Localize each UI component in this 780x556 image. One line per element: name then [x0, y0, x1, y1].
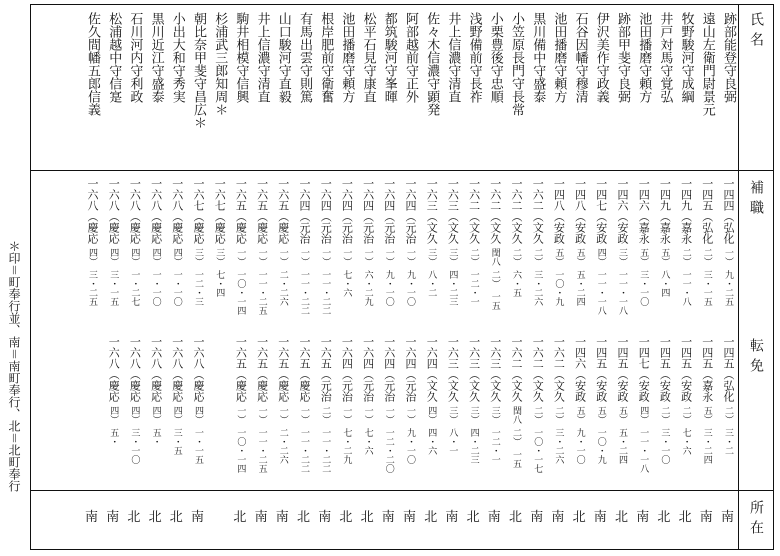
appointment-date: 一二・三 — [193, 270, 203, 306]
transfer-date: 二・二六 — [277, 428, 288, 464]
appointment-date: 四） — [129, 248, 140, 266]
officer-name: 池田播磨守頼方 — [636, 12, 652, 103]
officer-name: 佐久間幡五郎信義 — [85, 12, 100, 116]
transfer-date: 一六五（慶応 — [276, 336, 290, 402]
transfer-date: 一四五（安政 — [679, 336, 693, 402]
transfer-date: 一六四（元治 — [340, 336, 354, 402]
appointment-date: 一六七（慶応 — [213, 178, 227, 244]
officer-name: 都筑駿河守峯暉 — [381, 12, 397, 103]
appointment-date: 五） — [659, 248, 670, 266]
appointment-date: 一六二（文久 — [531, 178, 545, 244]
appointment-date: 二） — [489, 270, 500, 288]
appointment-date: 一） — [362, 248, 373, 266]
office-location: 南 — [106, 510, 120, 525]
appointment-date: 六・二九 — [362, 270, 373, 306]
appointment-date: 三・二五 — [87, 270, 97, 306]
transfer-date: 一四六（安政 — [573, 336, 587, 402]
officer-name: 遠山左衛門尉景元 — [699, 12, 715, 116]
transfer-date: 一六三（文久 — [467, 336, 481, 402]
transfer-date: 三・五 — [171, 428, 182, 455]
officer-name: 小出大和守秀実 — [169, 12, 185, 103]
appointment-date: 七・六 — [341, 270, 352, 297]
transfer-date: 一一・二二 — [299, 428, 309, 473]
appointment-date: 一） — [723, 248, 733, 266]
officer-name: 跡部甲斐守良弼 — [615, 12, 630, 103]
appointment-date: 一・一〇 — [171, 270, 182, 306]
transfer-date: 一五 — [511, 450, 521, 468]
transfer-date: 七・六 — [362, 428, 373, 455]
officer-name: 松平石見守康直 — [360, 12, 376, 103]
transfer-date: 一六四（元治 — [404, 336, 417, 402]
transfer-date: 五・ — [108, 428, 119, 446]
header-appoint: 補職 — [748, 180, 764, 220]
transfer-date: 二） — [723, 406, 733, 424]
appointment-date: 八・二 — [426, 270, 437, 297]
appointment-date: 一六四（元治 — [361, 178, 375, 244]
officer-name: 池田播磨守頼方 — [339, 12, 355, 103]
appointment-date: 一六二（文久 — [510, 178, 523, 244]
office-location: 南 — [318, 510, 332, 525]
transfer-date: 閏八 — [511, 406, 521, 424]
appointment-date: 一六五（慶応 — [255, 178, 269, 244]
appointment-date: 四） — [87, 248, 97, 266]
transfer-date: 一六五（元治 — [319, 336, 333, 402]
appointment-date: 三） — [447, 248, 458, 266]
transfer-date: 三） — [447, 406, 458, 424]
appointment-date: 一四八（安政 — [573, 178, 587, 244]
divider-name — [30, 170, 774, 171]
officer-name: 井上信濃守清直 — [445, 12, 461, 103]
appointment-date: 三） — [426, 248, 437, 266]
transfer-date: 一六二（文久 — [552, 336, 566, 402]
transfer-date: 一） — [362, 406, 373, 424]
appointment-date: 一六五（慶応 — [276, 178, 290, 244]
appointment-date: 一四九（嘉永 — [679, 178, 693, 244]
appointment-date: 一〇・一四 — [235, 270, 246, 315]
appointment-date: 閏八 — [489, 248, 500, 266]
appointment-date: 一一・二二 — [320, 270, 331, 315]
appointment-date: 一六八（慶応 — [107, 178, 121, 244]
appointment-date: 一一・二二 — [299, 270, 309, 315]
appointment-date: 四） — [150, 248, 161, 266]
transfer-date: 一六四（元治 — [382, 336, 396, 402]
appointment-date: 一二・一 — [468, 270, 479, 306]
office-location: 南 — [254, 510, 268, 525]
transfer-date: 三） — [489, 406, 500, 424]
transfer-date: 一六五（慶応 — [255, 336, 269, 402]
transfer-date: 九・一〇 — [405, 428, 415, 464]
officer-name: 朝比奈甲斐守昌広＊ — [191, 12, 206, 129]
transfer-date: 三・一〇 — [659, 428, 670, 464]
appointment-date: 一・一〇 — [150, 270, 161, 306]
appointment-date: 四） — [171, 248, 182, 266]
appointment-date: 一） — [256, 248, 267, 266]
transfer-date: 一六八（慶応 — [149, 336, 163, 402]
transfer-date: 五） — [701, 406, 712, 424]
appointment-date: 一四四（弘化 — [722, 178, 735, 244]
appointment-date: 三） — [193, 248, 203, 266]
appointment-date: 一四七（安政 — [594, 178, 608, 244]
transfer-date: 四） — [108, 406, 119, 424]
appointment-date: 一） — [320, 248, 331, 266]
appointment-date: 一五 — [489, 292, 500, 310]
appointment-date: 一四五（弘化 — [700, 178, 714, 244]
transfer-date: 四・六 — [426, 428, 437, 455]
transfer-date: 二） — [532, 406, 543, 424]
appointment-date: 一） — [405, 248, 415, 266]
appointment-date: 四） — [595, 248, 606, 266]
appointment-date: 四） — [108, 248, 119, 266]
appointment-date: 八・四 — [659, 270, 670, 297]
appointment-date: 三） — [617, 248, 627, 266]
office-location: 南 — [551, 510, 565, 525]
appointment-date: 一四六（嘉永 — [637, 178, 651, 244]
transfer-date: 五） — [574, 406, 585, 424]
appointment-date: 一六四（元治 — [340, 178, 354, 244]
transfer-date: 五・ — [150, 428, 161, 446]
office-location: 北 — [657, 510, 671, 525]
appointment-date: 一） — [277, 248, 288, 266]
office-location: 南 — [721, 510, 735, 525]
transfer-date: 五） — [617, 406, 627, 424]
transfer-date: 七・六 — [680, 428, 691, 455]
appointment-date: 一六四（元治 — [298, 178, 311, 244]
office-location: 北 — [148, 510, 162, 525]
transfer-date: 一四五（嘉永 — [700, 336, 714, 402]
transfer-date: 四） — [193, 406, 203, 424]
transfer-date: 三・二四 — [701, 428, 712, 464]
transfer-date: 一） — [405, 406, 415, 424]
office-location: 北 — [678, 510, 692, 525]
appointment-date: 一一・二五 — [256, 270, 267, 315]
transfer-date: 一） — [383, 406, 394, 424]
appointment-date: 一六八（慶応 — [128, 178, 142, 244]
appointment-date: 一六三（文久 — [446, 178, 460, 244]
appointment-date: 一六三（文久 — [425, 178, 439, 244]
appointment-date: 一・二七 — [129, 270, 140, 306]
transfer-date: 一四五（安政 — [594, 336, 608, 402]
appointment-date: 二） — [511, 248, 521, 266]
appointment-date: 一六八（慶応 — [149, 178, 163, 244]
transfer-date: 九・一〇 — [574, 428, 585, 464]
officer-name: 山口駿河守直毅 — [275, 12, 291, 103]
office-location: 北 — [509, 510, 523, 525]
divider-location — [30, 490, 774, 491]
officer-name: 伊沢美作守政義 — [593, 12, 609, 103]
appointment-date: 九・一〇 — [383, 270, 394, 306]
officer-name: 根岸肥前守衛奮 — [318, 12, 334, 103]
appointment-date: 四・二三 — [447, 270, 458, 306]
transfer-date: 三・一〇 — [129, 428, 140, 464]
transfer-date: 四・二三 — [468, 428, 479, 464]
transfer-date: 二） — [553, 406, 564, 424]
officer-name: 浅野備前守長祚 — [466, 12, 482, 103]
office-location: 南 — [530, 510, 544, 525]
appointment-date: 五） — [574, 248, 585, 266]
office-location: 北 — [572, 510, 586, 525]
appointment-date: 一六四（元治 — [319, 178, 333, 244]
transfer-date: 一） — [299, 406, 309, 424]
office-location: 南 — [85, 510, 99, 525]
appointment-date: 一六八（慶応 — [86, 178, 99, 244]
officer-name: 石川河内守利政 — [127, 12, 143, 103]
appointment-date: 一四八（安政 — [552, 178, 566, 244]
transfer-date: 一二・一 — [489, 428, 500, 464]
officer-name: 小栗豊後守忠順 — [487, 12, 503, 103]
transfer-date: 一六八（慶応 — [192, 336, 205, 402]
transfer-date: 二） — [511, 428, 521, 446]
appointment-date: 二） — [701, 248, 712, 266]
office-location: 北 — [360, 510, 374, 525]
officer-name: 有馬出雲守則篤 — [297, 12, 312, 103]
office-location: 北 — [169, 510, 183, 525]
appointment-date: 一四六（安政 — [616, 178, 629, 244]
appointment-date: 一一・一八 — [595, 270, 606, 315]
transfer-date: 四） — [171, 406, 182, 424]
transfer-date: 一四七（安政 — [637, 336, 651, 402]
transfer-date: 二） — [659, 406, 670, 424]
transfer-date: 一） — [235, 406, 246, 424]
appointment-date: 二・二六 — [277, 270, 288, 306]
appointment-date: 五・二四 — [574, 270, 585, 306]
appointment-date: 一一・八 — [680, 270, 691, 306]
appointment-date: 六・五 — [511, 270, 521, 297]
appointment-date: 九・二五 — [723, 270, 733, 306]
transfer-date: 一〇・九 — [595, 428, 606, 464]
appointment-date: 一六二（文久 — [467, 178, 481, 244]
transfer-date: 一〇・一四 — [235, 428, 246, 473]
office-location: 北 — [297, 510, 311, 525]
appointment-date: 一六四（元治 — [382, 178, 396, 244]
officer-name: 阿部越前守正外 — [403, 12, 418, 103]
office-location: 南 — [275, 510, 289, 525]
office-location: 北 — [233, 510, 247, 525]
legend-note: ＊印＝町奉行並、南＝南町奉行、北＝北町奉行 — [7, 240, 21, 493]
transfer-date: 一四五（安政 — [616, 336, 629, 402]
transfer-date: 一六八（慶応 — [128, 336, 142, 402]
appointment-date: 一六二（文久 — [488, 178, 502, 244]
transfer-date: 一六二（文久 — [510, 336, 523, 402]
appointment-date: 一） — [299, 248, 309, 266]
office-location: 南 — [403, 510, 417, 525]
header-name: 氏名 — [748, 12, 764, 52]
appointment-date: 五） — [553, 248, 564, 266]
officer-name: 跡部能登守良弼 — [721, 12, 736, 103]
office-location: 南 — [445, 510, 459, 525]
transfer-date: 一六八（慶応 — [170, 336, 184, 402]
appointment-date: 九・一〇 — [405, 270, 415, 306]
appointment-date: 二） — [468, 248, 479, 266]
appointment-date: 一四九（嘉永 — [658, 178, 672, 244]
officer-name: 井上信濃守清直 — [254, 12, 270, 103]
office-location: 北 — [127, 510, 141, 525]
transfer-date: 四） — [638, 406, 649, 424]
officer-name: 池田播磨守頼方 — [551, 12, 567, 103]
officer-name: 松浦越中守信寔 — [106, 12, 122, 103]
transfer-date: 一一・二二 — [320, 428, 331, 473]
office-location: 北 — [466, 510, 480, 525]
officer-name: 井戸対馬守覚弘 — [657, 12, 673, 103]
appointment-date: 三・一五 — [108, 270, 119, 306]
officer-name: 黒川近江守盛泰 — [148, 12, 164, 103]
appointment-date: 七・四 — [214, 270, 225, 297]
appointment-date: 二） — [680, 248, 691, 266]
transfer-date: 一六八（慶応 — [107, 336, 121, 402]
transfer-date: 一〇・一七 — [532, 428, 543, 473]
transfer-date: 八・一 — [447, 428, 458, 455]
transfer-date: 一一・二五 — [256, 428, 267, 473]
appointment-date: 一） — [383, 248, 394, 266]
transfer-date: 二） — [320, 406, 331, 424]
transfer-date: 四） — [426, 406, 437, 424]
transfer-date: 二） — [680, 406, 691, 424]
transfer-date: 一四五（安政 — [658, 336, 672, 402]
officer-name: 黒川備中守盛泰 — [530, 12, 546, 103]
office-location: 南 — [191, 510, 205, 525]
transfer-date: 一六二（文久 — [531, 336, 545, 402]
officer-name: 杉浦武三郎知周＊ — [212, 12, 228, 116]
appointment-date: 三） — [214, 248, 225, 266]
transfer-date: 一六五（慶応 — [234, 336, 248, 402]
appointment-date: 三・二六 — [532, 270, 543, 306]
transfer-date: 一一・一八 — [638, 428, 649, 473]
appointment-date: 一六五（慶応 — [234, 178, 248, 244]
office-location: 南 — [487, 510, 501, 525]
transfer-date: 三） — [468, 406, 479, 424]
transfer-date: 四） — [150, 406, 161, 424]
transfer-date: 五） — [595, 406, 606, 424]
appointment-date: 二） — [532, 248, 543, 266]
appointment-date: 一六八（慶応 — [170, 178, 184, 244]
officer-name: 牧野駿河守成綱 — [678, 12, 694, 103]
transfer-date: 一四五（弘化 — [722, 336, 735, 402]
transfer-date: 一・一五 — [193, 428, 203, 464]
appointment-date: 一〇・九 — [553, 270, 564, 306]
appointment-date: 五） — [638, 248, 649, 266]
appointment-date: 一一・一八 — [617, 270, 627, 315]
office-location: 南 — [699, 510, 713, 525]
appointment-date: 一） — [341, 248, 352, 266]
office-location: 南 — [636, 510, 650, 525]
transfer-date: 一六四（元治 — [361, 336, 375, 402]
transfer-date: 一六三（文久 — [446, 336, 460, 402]
header-transfer: 転免 — [748, 338, 764, 378]
transfer-date: 一六三（文久 — [488, 336, 502, 402]
transfer-date: 七・二九 — [341, 428, 352, 464]
appointment-date: 三・一〇 — [638, 270, 649, 306]
officer-name: 駒井相模守信興 — [233, 12, 249, 103]
transfer-date: 一六五（慶応 — [298, 336, 311, 402]
transfer-date: 一） — [256, 406, 267, 424]
transfer-date: 一） — [341, 406, 352, 424]
transfer-date: 三・二 — [723, 428, 733, 455]
appointment-date: 一六四（元治 — [404, 178, 417, 244]
office-location: 北 — [339, 510, 353, 525]
transfer-date: 一二・二〇 — [383, 428, 394, 473]
appointment-date: 一） — [235, 248, 246, 266]
officer-name: 石谷因幡守穆清 — [572, 12, 588, 103]
appointment-date: 三・一五 — [701, 270, 712, 306]
office-location: 南 — [381, 510, 395, 525]
officer-name: 小笠原長門守長常 — [509, 12, 524, 116]
office-location: 北 — [615, 510, 629, 525]
transfer-date: 三・二六 — [553, 428, 564, 464]
appointment-date: 一六七（慶応 — [192, 178, 205, 244]
transfer-date: 一） — [277, 406, 288, 424]
transfer-date: 四） — [129, 406, 140, 424]
office-location: 北 — [424, 510, 438, 525]
officer-name: 佐々木信濃守顕発 — [424, 12, 440, 116]
transfer-date: 一六四（文久 — [425, 336, 439, 402]
header-location: 所在 — [748, 500, 764, 540]
office-location: 南 — [593, 510, 607, 525]
transfer-date: 五・二四 — [617, 428, 627, 464]
